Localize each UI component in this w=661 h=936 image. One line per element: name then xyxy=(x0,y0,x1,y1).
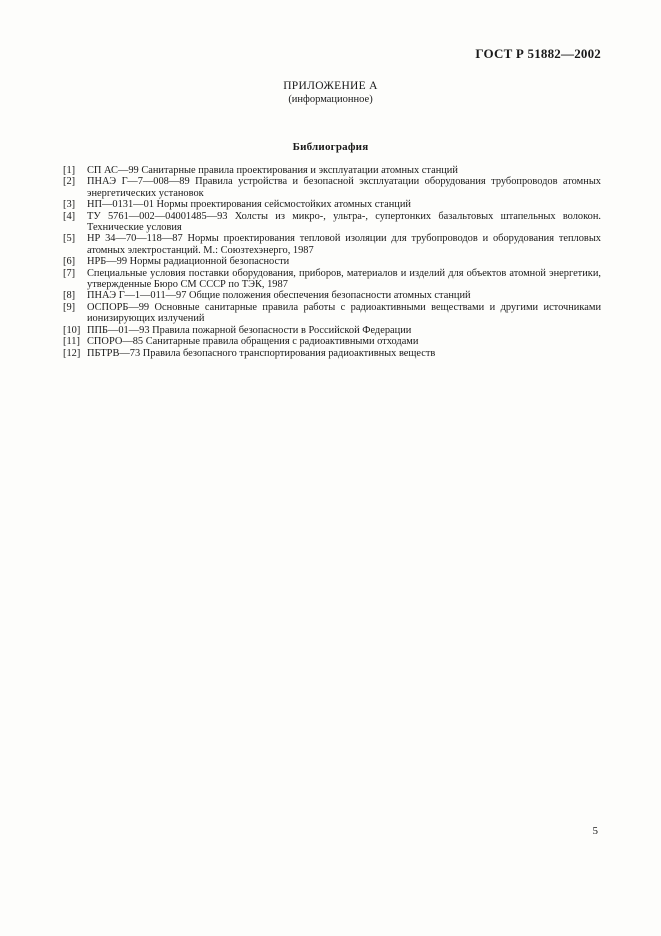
bibliography-item-text: ПНАЭ Г—1—011—97 Общие положения обеспечения безопасности атомных станций xyxy=(87,290,471,302)
appendix-title: ПРИЛОЖЕНИЕ А xyxy=(283,80,378,92)
bibliography-item xyxy=(63,256,601,267)
bibliography-item xyxy=(63,302,601,325)
bibliography-item xyxy=(63,211,601,234)
bibliography-item-number: [4] xyxy=(63,210,76,222)
bibliography-item-number: [9] xyxy=(63,301,76,313)
bibliography-item-number: [11] xyxy=(63,336,80,348)
bibliography-item-text: ПБТРВ—73 Правила безопасного транспортирования радиоактивных веществ xyxy=(87,347,436,359)
bibliography-list xyxy=(63,165,601,359)
bibliography-item-number: [5] xyxy=(63,233,76,245)
bibliography-item-text: НРБ—99 Нормы радиационной безопасности xyxy=(87,256,290,268)
document-code: ГОСТ Р 51882—2002 xyxy=(475,46,601,61)
bibliography-title: Библиография xyxy=(292,141,369,153)
bibliography-item-number: [2] xyxy=(63,176,76,188)
bibliography-item xyxy=(63,233,601,256)
bibliography-item-text: ПНАЭ Г—7—008—89 Правила устройства и безопасной эксплуатации оборудования трубопроводов атомных энергетических установок xyxy=(87,176,601,199)
bibliography-item xyxy=(63,268,601,291)
appendix-note: (информационное) xyxy=(288,94,373,105)
bibliography-item xyxy=(63,325,601,336)
bibliography-item-text: ТУ 5761—002—04001485—93 Холсты из микро-, ультра-, супертонких базальтовых штапельных волокон. Технические условия xyxy=(87,210,601,234)
bibliography-item-text: ППБ—01—93 Правила пожарной безопасности в Российской Федерации xyxy=(87,324,412,336)
bibliography-item-text: НР 34—70—118—87 Нормы проектирования тепловой изоляции для трубопроводов и оборудования тепловых атомных электростанций. М.: Союзтехэнерго, 1987 xyxy=(87,233,601,256)
bibliography-item-number: [12] xyxy=(63,347,81,359)
bibliography-item-number: [3] xyxy=(63,199,76,211)
bibliography-item xyxy=(63,348,601,359)
appendix-heading xyxy=(0,79,661,106)
bibliography-item-number: [8] xyxy=(63,290,76,302)
bibliography-item xyxy=(63,290,601,301)
bibliography-item xyxy=(63,199,601,210)
bibliography-item-number: [6] xyxy=(63,256,76,268)
bibliography-item xyxy=(63,336,601,347)
bibliography-item-text: СПОРО—85 Санитарные правила обращения с радиоактивными отходами xyxy=(87,336,419,348)
bibliography-item-text: Специальные условия поставки оборудования, приборов, материалов и изделий для объектов атомной энергетики, утвержденные Бюро СМ СССР по ТЭК, 1987 xyxy=(87,267,601,291)
bibliography-item-text: СП АС—99 Санитарные правила проектирования и эксплуатации атомных станций xyxy=(87,165,458,176)
bibliography-item-text: НП—0131—01 Нормы проектирования сейсмостойких атомных станций xyxy=(87,199,411,211)
bibliography-item-number: [7] xyxy=(63,267,76,279)
bibliography-item-text: ОСПОРБ—99 Основные санитарные правила работы с радиоактивными веществами и другими источниками ионизирующих излучений xyxy=(87,301,601,325)
bibliography-item xyxy=(63,176,601,199)
bibliography-item-number: [1] xyxy=(63,165,76,176)
bibliography-item xyxy=(63,165,601,176)
bibliography-item-number: [10] xyxy=(63,324,81,336)
page-number: 5 xyxy=(592,825,598,837)
